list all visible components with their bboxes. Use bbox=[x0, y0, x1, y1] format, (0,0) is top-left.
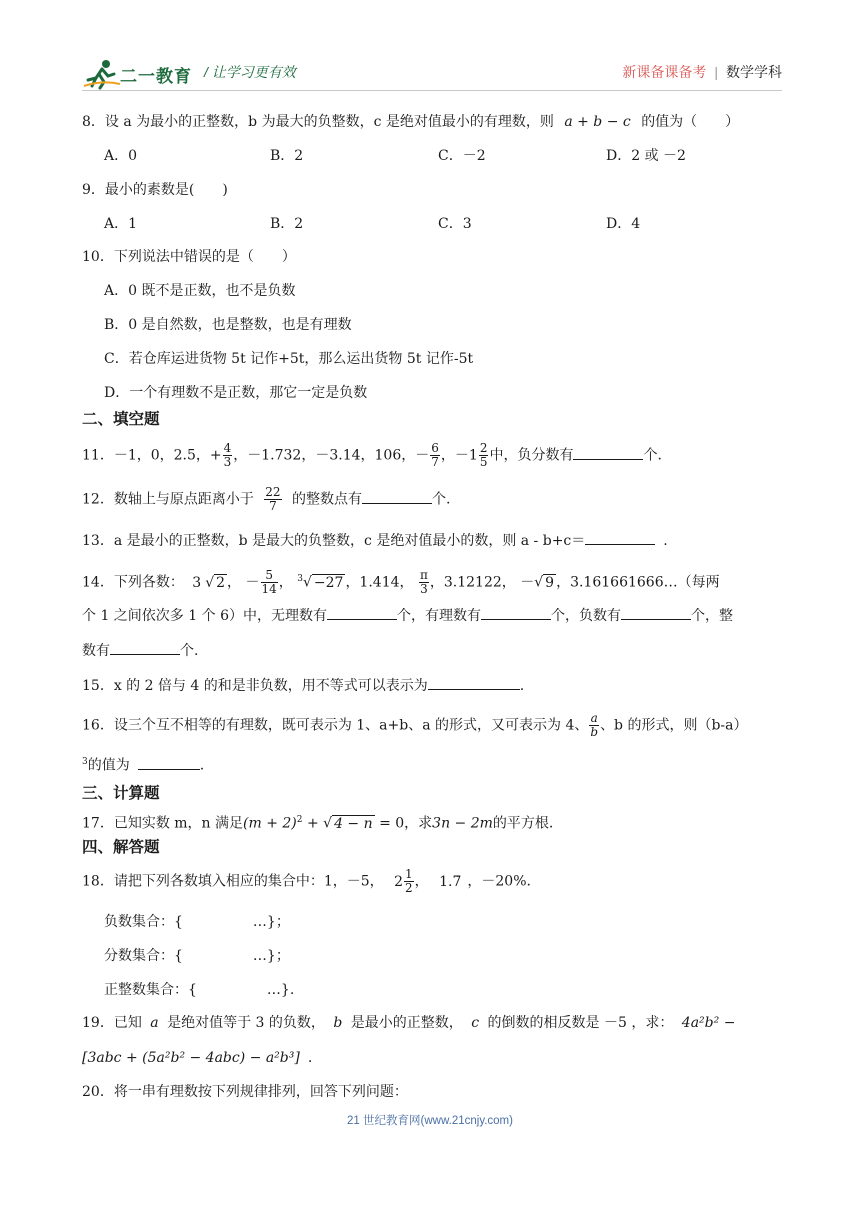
q14-pi-num: π bbox=[419, 568, 428, 583]
q14-radicand-2: 9 bbox=[545, 574, 555, 591]
q10-option-a[interactable]: A．0 既不是正数，也不是负数 bbox=[104, 283, 296, 299]
q16-l1a: 16．设三个互不相等的有理数，既可表示为 1、a+b、a 的形式，又可表示为 4、 bbox=[82, 717, 589, 734]
q17-exp: 2 bbox=[296, 815, 303, 825]
section-fill-in: 二、填空题 bbox=[82, 411, 160, 428]
question-20: 20．将一串有理数按下列规律排列，回答下列问题： bbox=[82, 1084, 408, 1100]
q19-var-a: a bbox=[150, 1015, 159, 1031]
q9-option-c[interactable]: C．3 bbox=[438, 216, 472, 232]
tag-subject: 数学学科 bbox=[726, 64, 782, 80]
q13-text: 13．a 是最小的正整数，b 是最大的负整数，c 是绝对值最小的数，则 a - b+c＝ bbox=[82, 533, 586, 549]
q18-f-den: 2 bbox=[405, 881, 413, 895]
question-14-line-1: 14．下列各数： 3 √ 2 ， － $\frac{5}{14}$ ， $^3$√ −27 ，1.414， $\frac{\pi}{3}$ ，3.12122， －√ 9 ，3.161661666…（每两 bbox=[82, 568, 720, 597]
q11-mid2: ，－1 bbox=[440, 447, 478, 464]
q9-option-d[interactable]: D．4 bbox=[606, 216, 641, 232]
q12-fraction bbox=[264, 486, 281, 513]
q17-expr1: (m + 2) bbox=[243, 815, 297, 832]
question-15 bbox=[82, 676, 524, 696]
q14-n8: ，3.161661666…（每两 bbox=[556, 574, 720, 591]
q19-var-c: c bbox=[471, 1015, 480, 1031]
q17-mid: ，求 bbox=[404, 815, 433, 832]
set-negative[interactable]: 负数集合：{ …}； bbox=[104, 914, 290, 930]
answer-blank[interactable] bbox=[573, 446, 643, 460]
answer-blank[interactable] bbox=[585, 531, 655, 545]
logo-text: 二一教育 bbox=[120, 67, 192, 86]
q16-l2a: 的值为 bbox=[87, 757, 130, 774]
question-19-line-2 bbox=[82, 1048, 312, 1068]
section-calculation: 三、计算题 bbox=[82, 785, 160, 802]
q11-f2-num: 6 bbox=[431, 441, 439, 455]
q11-f3-den: 5 bbox=[479, 455, 488, 469]
answer-blank[interactable] bbox=[327, 606, 397, 620]
q13-end: . bbox=[663, 533, 668, 549]
q19-l1c: 是最小的正整数， bbox=[350, 1015, 463, 1031]
q18-stem-b: ， bbox=[414, 873, 429, 890]
header-tags bbox=[622, 62, 782, 82]
q18-repeating: 1.7̇ bbox=[439, 873, 462, 890]
q11-f3-num: 2 bbox=[479, 441, 488, 455]
q11-fraction-3 bbox=[479, 442, 489, 469]
q16-f-den: b bbox=[590, 725, 599, 739]
q16-f-num: a bbox=[590, 711, 598, 725]
logo bbox=[82, 58, 202, 90]
q14-pi-den: 3 bbox=[420, 582, 428, 597]
q14-l2b: 个，有理数有 bbox=[396, 608, 481, 624]
q10-option-c[interactable]: C．若仓库运进货物 5t 记作+5t，那么运出货物 5t 记作-5t bbox=[104, 351, 474, 367]
runner-icon bbox=[82, 58, 122, 90]
q18-stem-a: 18．请把下列各数填入相应的集合中：1，－5， bbox=[82, 873, 384, 890]
q19-expr-1: 4a²b² − bbox=[681, 1015, 736, 1031]
q14-l2a: 个 1 之间依次多 1 个 6）中，无理数有 bbox=[82, 608, 327, 624]
question-17 bbox=[82, 810, 553, 834]
question-18 bbox=[82, 868, 531, 895]
answer-blank[interactable] bbox=[428, 676, 520, 690]
q16-l1b: 、b 的形式，则（b-a） bbox=[600, 717, 748, 734]
page-footer[interactable]: 21 世纪教育网(www.21cnjy.com) bbox=[347, 1115, 513, 1127]
q14-cube-index: 3 bbox=[297, 574, 303, 584]
q11-prefix: 11．－1，0，2.5，+ bbox=[82, 447, 222, 464]
q16-fraction bbox=[589, 712, 599, 739]
q17-eq: = 0 bbox=[374, 815, 405, 832]
q15-end: . bbox=[519, 678, 525, 694]
sqrt-icon: √ bbox=[205, 574, 215, 591]
q12-prefix: 12．数轴上与原点距离小于 bbox=[82, 491, 254, 508]
question-14-line-3 bbox=[82, 641, 198, 661]
q14-l2c: 个，负数有 bbox=[550, 608, 621, 624]
q10-option-d[interactable]: D．一个有理数不是正数，那它一定是负数 bbox=[104, 385, 368, 401]
q18-f-num: 1 bbox=[405, 867, 413, 881]
q11-f2-den: 7 bbox=[431, 455, 439, 469]
q8-option-b[interactable]: B．2 bbox=[270, 148, 304, 164]
q9-option-b[interactable]: B．2 bbox=[270, 216, 304, 232]
answer-blank[interactable] bbox=[138, 756, 200, 770]
q14-fraction bbox=[261, 569, 278, 596]
sqrt-icon: √ bbox=[323, 815, 333, 832]
tag-new-course: 新课备课备考 bbox=[622, 64, 707, 80]
q17-radicand: 4 − n bbox=[334, 815, 373, 832]
q17-tail: 的平方根. bbox=[492, 815, 554, 832]
question-16-line-1 bbox=[82, 712, 748, 739]
q14-prefix: 14．下列各数： bbox=[82, 574, 184, 591]
set-positive-integer[interactable]: 正整数集合：{ …}. bbox=[104, 982, 295, 998]
q15-text: 15．x 的 2 倍与 4 的和是非负数，用不等式可以表示为 bbox=[82, 678, 428, 694]
q14-f-den: 14 bbox=[261, 582, 277, 597]
page-header bbox=[82, 58, 782, 92]
q14-n6: ，3.12122， bbox=[429, 574, 516, 591]
question-13 bbox=[82, 531, 668, 551]
q11-f1-num: 4 bbox=[223, 441, 232, 455]
question-10-stem: 10．下列说法中错误的是（ ） bbox=[82, 249, 296, 265]
cube-root-icon: √ bbox=[302, 574, 312, 591]
q8-tail: 的值为（ ） bbox=[641, 114, 740, 130]
q16-end: . bbox=[199, 757, 205, 774]
q8-option-d[interactable]: D．2 或 －2 bbox=[606, 148, 686, 164]
q14-f-num: 5 bbox=[261, 569, 278, 583]
q11-tail: 中，负分数有 bbox=[489, 447, 574, 464]
q11-fraction-2 bbox=[430, 442, 440, 469]
q19-end: . bbox=[307, 1050, 313, 1066]
question-11 bbox=[82, 442, 662, 469]
header-divider bbox=[82, 90, 782, 91]
q10-option-b[interactable]: B．0 是自然数，也是整数，也是有理数 bbox=[104, 317, 352, 333]
q18-fraction bbox=[404, 868, 414, 895]
q17-expr2: 3n − 2m bbox=[432, 815, 493, 832]
answer-blank[interactable] bbox=[481, 606, 551, 620]
q19-l1b: 是绝对值等于 3 的负数， bbox=[167, 1015, 325, 1031]
q17-plus: + bbox=[302, 815, 324, 832]
q14-coef: 3 bbox=[192, 574, 202, 591]
answer-blank[interactable] bbox=[362, 490, 432, 504]
q14-pi-fraction bbox=[419, 569, 429, 596]
q9-option-a[interactable]: A．1 bbox=[104, 216, 138, 232]
slogan: / 让学习更有效 bbox=[204, 64, 296, 80]
q14-radicand-1: 2 bbox=[216, 574, 226, 591]
q8-option-a[interactable]: A．0 bbox=[104, 148, 138, 164]
q19-expr-2: [3abc + (5a²b² − 4abc) − a²b³] bbox=[82, 1050, 300, 1066]
question-14-line-2 bbox=[82, 606, 733, 626]
sqrt-icon: √ bbox=[534, 574, 544, 591]
q8-expression: a + b − c bbox=[564, 114, 631, 130]
q12-f-den: 7 bbox=[269, 499, 277, 513]
q8-option-c[interactable]: C．－2 bbox=[438, 148, 486, 164]
section-answer: 四、解答题 bbox=[82, 839, 160, 856]
answer-blank[interactable] bbox=[621, 606, 691, 620]
q12-mid: 的整数点有 bbox=[292, 491, 363, 508]
q16-exponent: 3 bbox=[82, 757, 88, 767]
question-8-stem bbox=[82, 112, 739, 132]
q18-mixed-whole: 2 bbox=[394, 873, 404, 890]
q14-neg2: － bbox=[520, 574, 535, 591]
q11-mid: ，－1.732，－3.14，106，－ bbox=[233, 447, 430, 464]
q14-neg: － bbox=[245, 574, 260, 591]
q12-f-num: 22 bbox=[265, 485, 281, 499]
question-16-line-2 bbox=[82, 752, 204, 776]
q11-end: 个. bbox=[643, 447, 662, 464]
q12-end: 个. bbox=[432, 491, 451, 508]
q17-prefix: 17．已知实数 m，n 满足 bbox=[82, 815, 244, 832]
q8-text: 8．设 a 为最小的正整数，b 为最大的负整数，c 是绝对值最小的有理数，则 bbox=[82, 114, 554, 130]
q14-cube-radicand: −27 bbox=[313, 574, 344, 591]
q19-l1d: 的倒数的相反数是 －5 ，求： bbox=[487, 1015, 674, 1031]
question-9-stem: 9．最小的素数是( ) bbox=[82, 182, 228, 198]
set-fraction[interactable]: 分数集合：{ …}； bbox=[104, 948, 290, 964]
q11-f1-den: 3 bbox=[223, 455, 232, 469]
answer-blank[interactable] bbox=[110, 641, 180, 655]
q19-l1a: 19．已知 bbox=[82, 1015, 142, 1031]
q14-l3b: 个. bbox=[180, 643, 199, 659]
question-12 bbox=[82, 486, 450, 513]
header-separator: | bbox=[714, 64, 718, 80]
q18-stem-c: ，－20%. bbox=[467, 873, 531, 890]
question-19-line-1 bbox=[82, 1013, 735, 1033]
q14-l2d: 个，整 bbox=[690, 608, 733, 624]
q19-var-b: b bbox=[333, 1015, 343, 1031]
q14-l3a: 数有 bbox=[82, 643, 110, 659]
q11-fraction-1 bbox=[223, 442, 233, 469]
q14-n4: ，1.414， bbox=[345, 574, 414, 591]
